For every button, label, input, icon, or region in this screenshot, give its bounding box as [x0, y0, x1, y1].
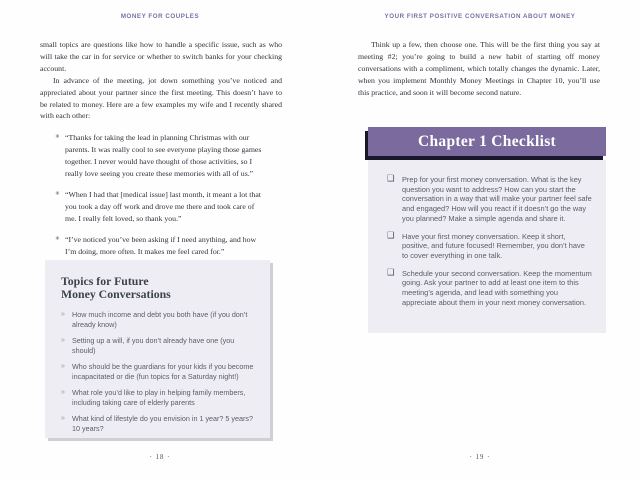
page-right — [320, 0, 640, 480]
topics-title-line1: Topics for Future — [61, 274, 149, 288]
chevron-bullet-icon: » — [61, 414, 65, 422]
quote-text: “I’ve noticed you’ve been asking if I need anything, and how I’m doing, more often. It makes me feel cared for.” — [65, 234, 257, 256]
paragraph: In advance of the meeting, jot down something you’ve noticed and appreciated about your partner since the first meeting. This doesn’t have to be related to money. Here are a few examples my wife and I recently shared with each other: — [40, 75, 282, 121]
list-item — [61, 362, 255, 382]
asterisk-bullet-icon: ✳ — [55, 190, 60, 197]
checkbox-icon: ❑ — [387, 174, 395, 184]
chevron-bullet-icon: » — [61, 388, 65, 396]
list-item — [61, 414, 255, 434]
body-text-left — [40, 39, 282, 267]
list-item — [61, 388, 255, 408]
page-number-left: · 18 · — [149, 454, 171, 461]
running-head-right: YOUR FIRST POSITIVE CONVERSATION ABOUT MONEY — [384, 13, 576, 20]
topic-text: Who should be the guardians for your kids if you become incapacitated or die (fun topics for a Saturday night!) — [72, 362, 254, 381]
list-item — [61, 336, 255, 356]
list-item — [61, 310, 255, 330]
quote-text: “Thanks for taking the lead in planning Christmas with our parents. It was really cool to see everyone playing those games together. I never would have thought of those activities, so I really love seeing you create these memories with all of us.” — [65, 133, 262, 179]
checklist-banner — [368, 127, 606, 156]
asterisk-bullet-icon: ✳ — [55, 134, 60, 141]
topics-box — [45, 260, 270, 438]
paragraph: Think up a few, then choose one. This will be the first thing you say at meeting #2; you’re going to build a new habit of starting off money conversations with a compliment, which totally changes the dynamic. Later, when you implement Monthly Money Meetings in Chapter 10, you’ll use this practice, and soon it will become second nature. — [358, 40, 600, 97]
chevron-bullet-icon: » — [61, 311, 65, 319]
checklist-text: Schedule your second conversation. Keep the momentum going. Ask your partner to add at least one item to this meeting’s agenda, and lead with something you appreciate about them in your next money conversation. — [402, 268, 592, 307]
quote-list — [40, 132, 264, 257]
chevron-bullet-icon: » — [61, 337, 65, 345]
topic-text: What role you’d like to play in helping family members, including taking care of elderly parents — [72, 387, 246, 407]
list-item — [55, 132, 264, 180]
chevron-bullet-icon: » — [61, 363, 65, 371]
page-number-right: · 19 · — [469, 454, 491, 461]
running-head-left: MONEY FOR COUPLES — [120, 13, 200, 20]
body-text-right — [358, 39, 600, 99]
topics-title-line2: Money Conversations — [61, 287, 171, 302]
list-item — [55, 189, 264, 225]
checklist-text: Have your first money conversation. Keep it short, positive, and future focused! Remember, you don’t have to cover everything in one talk. — [402, 231, 585, 260]
checklist-text: Prep for your first money conversation. What is the key question you want to address? How can you start the conversation in a way that will make your partner feel safe and engaged? How will you react if it doesn’t go the way you planned? Make a simple agenda and share it. — [402, 175, 592, 223]
checklist-box — [368, 160, 606, 333]
checklist-item — [387, 232, 593, 261]
quote-text: “When I had that [medical issue] last month, it meant a lot that you took a day off work and drove me there and took care of me. I really felt loved, so thank you.” — [65, 189, 261, 223]
paragraph: small topics are questions like how to handle a specific issue, such as who will take the car in for service or whether to switch banks for your checking account. — [40, 40, 282, 73]
topic-text: Setting up a will, if you don’t already have one (you should) — [72, 336, 235, 356]
checkbox-icon: ❑ — [387, 267, 395, 278]
checkbox-icon: ❑ — [387, 230, 395, 241]
asterisk-bullet-icon: ✳ — [55, 235, 60, 242]
topic-text: What kind of lifestyle do you envision in 1 year? 5 years? 10 years? — [72, 413, 253, 433]
list-item — [55, 234, 264, 258]
topic-text: How much income and debt you both have (if you don’t already know) — [72, 310, 248, 330]
checklist-item — [387, 269, 593, 308]
topics-box-title — [61, 275, 255, 301]
checklist-item — [387, 175, 593, 224]
checklist-banner-title: Chapter 1 Checklist — [417, 132, 557, 150]
